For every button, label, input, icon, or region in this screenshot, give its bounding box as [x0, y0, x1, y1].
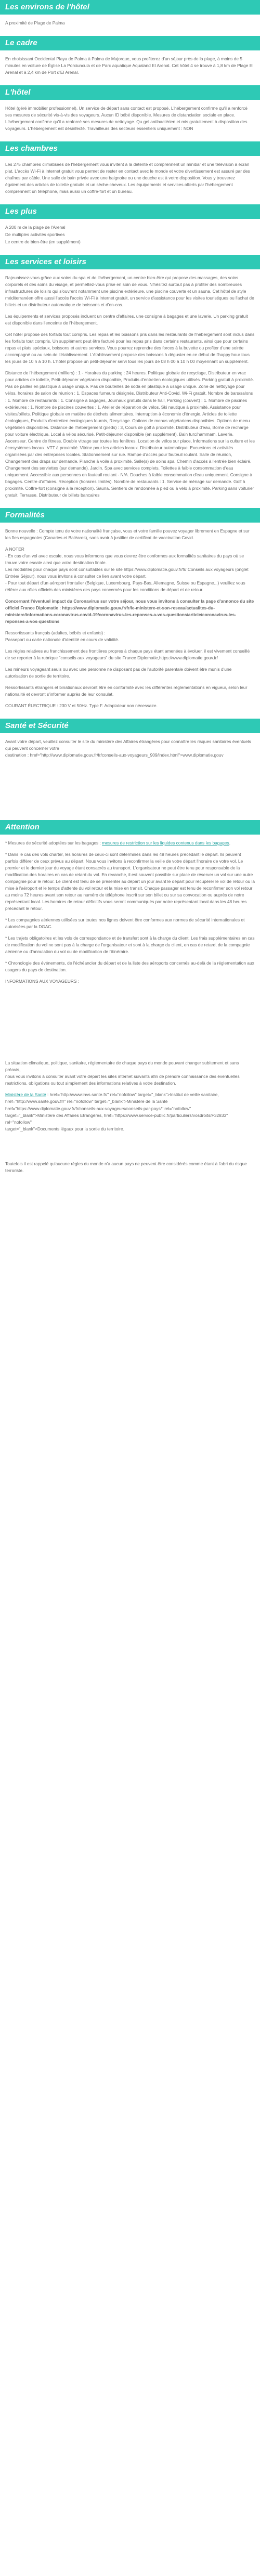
services-paragraph: Les équipements et services proposés incluent un centre d'affaires, une consigne à bagages et une laverie. Un parking gratuit est disponible dans l'enceinte de l'hébergement.: [5, 314, 248, 326]
section-title-attention: Attention: [0, 820, 260, 835]
attention-paragraph: * Les compagnies aériennes utilisées sur toutes nos lignes doivent être conformes aux normes de sécurité internationales et autorisées par la DGAC.: [5, 917, 245, 930]
section-chambres: [0, 141, 260, 195]
attention-text: * Mesures de sécurité adoptées sur les bagages :: [5, 840, 102, 846]
attention-paragraph: * Chronologie des événements, de l'échéancier du départ et de la liste des aéroports concernés au-delà de la réglementation aux usagers du pays de destination.: [5, 960, 254, 973]
formalites-paragraph: Ressortissants français (adultes, bébés et enfants) : Passeport ou carte nationale d'identité en cours de validité.: [5, 630, 120, 642]
attention-paragraph: * Les trajets obligatoires et les vols de correspondance et de transfert sont à la charge du client. Les frais supplémentaires en cas de modification du vol ne sont pas à la charge de l'organisateur et sont à la charge du client, en cas de retard, de la compagnie aérienne ou d'annulation du vol ou de modification de l'itinéraire.: [5, 935, 255, 955]
services-paragraph: Distance de l'hébergement (milliers) : 1 - Horaires du parking : 24 heures. Politique globale de recyclage, Distributeur en vrac pour articles de toilette, Petit-déjeuner végétarien disponible, Produits d'entretien écologiques utilisés. Parking gratuit à proximité. Pas de pailles en plastique à usage unique. Pas de bouteilles de soda en plastique à usage unique. Zone de nettoyage pour vélos, horaires de salon de réunion : 1. Espaces fumeurs désignés. Distributeur Anti-Covid. Wi-Fi gratuit. Nombre de bars/salons : 1. Nombre de restaurants : 1. Consigne à bagages, Journaux gratuits dans le hall, Parking (couvert) : 1. Nombre de piscines extérieures : 1. Nombre de piscines couvertes : 1. Atelier de réparation de vélos, Ski nautique à proximité. Assistance pour visites/billets. Politique globale en matière de déchets alimentaires. Interruption à économie d'énergie, Articles de toilette écologiques, Produits d'entretien écologiques fournis, Recyclage. Options de menus végétariens disponibles. Options de menu végétalien disponibles. Distance de l'hébergement (pieds) : 3, Cours de golf à proximité. Distributeur d'eau, Borne de recharge pour voiture électrique. Local à vélos sécurisé. Petit-déjeuner disponible (en supplément). Bain turc/hammam. Laverie. Ascenseur. Centre de fitness. Double vitrage sur toutes les fenêtres. Location de vélos sur place, Informations sur la culture et les écosystèmes locaux. VTT à proximité. Vitrine pour les articles locaux. Distributeur automatique. Excursions et activités organisées par des entreprises locales. Stationnement sur rue. Rampe d'accès pour fauteuil roulant. Salle de réunion, Changement des draps sur demande. Planche à voile à proximité. Salle(s) de soins spa. Chemin d'accès à l'entrée bien éclairé. Changement des serviettes (sur demande). Jardin. Spa avec services complets. Toilettes à faible consommation d'eau uniquement. Accessible aux personnes en fauteuil roulant - N/A. Douches à faible consommation d'eau uniquement. Consigne à bagages. Centre d'affaires. Réception (horaires limités). Nombre de restaurants : 1. Service de ménage sur demande. Golf à proximité. Coffre-fort (consigne à la réception). Sauna. Sentiers de randonnée à pied ou à vélo à proximité. Parking sans voiturier gratuit. Terrasse. Distributeur de billets bancaires: [5, 370, 255, 498]
section-hotel: [0, 85, 260, 132]
services-paragraph: Cet hôtel propose des forfaits tout compris. Les repas et les boissons pris dans les restaurants de l'hébergement sont inclus dans les forfaits tout compris. Un supplément peut être facturé pour les repas pris dans certains restaurants, ainsi que pour certains repas et plats spéciaux, boissons et autres services. Vous pourrez reprendre des forces à la buvette ou profiter d'une soirée accompagné ou au sein de l'établissement. L'établissement propose des boissons à déguster en ce début de l'happy hour tous les jours de 10 h à 10 h. L'hôtel propose un petit-déjeuner servi tous les jours de 08 h 00 à 10 h 00 moyennant un supplément.: [5, 332, 255, 365]
section-cadre: [0, 36, 260, 76]
attention-paragraph: * Dans le cas des vols charter, les horaires de ceux-ci sont déterminés dans les 48 heures précédant le départ. Ils peuvent parfois différer de ceux prévus au départ. Nous vous invitons à reconfirmer la veille de votre départ l'horaire de votre vol. Le premier et le dernier jour du voyage étant consacrés au transport. L'organisateur ne peut être tenu pour responsable de la modification des horaires en cas de retard du vol. En revanche, il est souvent possible sur place de réserver un vol sur une autre compagnie pour le retour. Le client est tenu de se présenter au départ un jour avant le départ pour récupérer le vol de retour ou la mise à l'aéroport et le temps d'attente du vol retour et la mise en transit. Chaque passager est tenu de reconfirmer son vol retour au moins 72 heures avant son retour au numéro de téléphone inscrit sur son billet ou sur sa convocation ou auprès de notre représentant local. Les horaires de retour définitifs vous seront communiqués par notre représentant local dans les 48 heures précédant le retour.: [5, 852, 255, 912]
formalites-paragraph: Ressortissants étrangers et binationaux devront être en conformité avec les différentes réglementations en vigueur, selon leur nationalité et devront s'informer auprès de leur consulat.: [5, 685, 248, 697]
formalites-paragraph: Les mineurs voyageant seuls ou avec une personne ne disposant pas de l'autorité parentale doivent être munis d'une autorisation de sortie de territoire.: [5, 667, 232, 679]
section-title-plus: Les plus: [0, 204, 260, 219]
section-title-sante: Santé et Sécurité: [0, 719, 260, 733]
info-travelers-label: INFORMATIONS AUX VOYAGEURS :: [5, 979, 80, 984]
attention-bagages-note: [5, 840, 255, 847]
ministere-text: : href="http://www.invs.sante.fr/" rel="nofollow" target="_blank">Institut de veille sanitaire, href="http://www.sante.gouv.fr/" rel="nofollow" target="_blank">Ministère de la Santé href="https://www.diplomatie.gouv.fr/fr/conseils-aux-voyageurs/conseils-par-pays/" rel="nofollow" target="_blank">Ministère des Affaires Etrangères, href="https://www.service-public.fr/particuliers/vosdroits/F32833" rel="nofollow" target="_blank">Documents légaux pour la sortie du territoire.: [5, 1092, 228, 1131]
hotel-description-page: [0, 0, 260, 1174]
attention-footer: Toutefois il est rappelé qu'aucune règles du monde n'a aucun pays ne peuvent être considérés comme étant à l'abri du risque terroriste.: [5, 1161, 247, 1173]
services-paragraph: Rajeunissez-vous grâce aux soins du spa et de l'hébergement, un centre bien-être qui propose des massages, des soins corporels et des soins du visage, et permettez-vous prise en soin de vous. N'hésitez surtout pas à profiter des nombreuses infrastructures de loisirs qui s'ouvrent notamment une piscine extérieure, une piscine couverte et un sauna. Cet hôtel de style méditerranéen offre aussi l'accès l'accès Wi-Fi à Internet gratuit, un service d'assistance pour les visites touristiques ou l'achat de billets et un distributeur automatique de boissons et d'en-cas.: [5, 275, 254, 308]
formalites-paragraph: A NOTER - En cas d'un vol avec escale, nous vous informons que vous devrez être conformes aux formalités sanitaires du pays où se trouve votre escale ainsi que votre destination finale. Les modalités pour chaque pays sont consultables sur le site https://www.diplomatie.gouv.fr/fr/ Conseils aux voyageurs (onglet Entrée/ Séjour), nous vous invitons à consulter ce lien avant votre départ. - Pour tout départ d'un aéroport frontalier (Belgique, Luxembourg, Pays-Bas, Allemagne, Suisse ou Espagne...) veuillez vous référer aux rôles officiels des ministères des pays concernés pour les conditions de départ et de retour.: [5, 546, 249, 592]
chambres-text: Les 275 chambres climatisées de l'hébergement vous invitent à la détente et comprennent un minibar et une télévision à écran plat. L'accès Wi-Fi à Internet gratuit vous permet de rester en contact avec le monde et votre divertissement est assuré par des chaînes par câble. Une salle de bain privée avec une baignoire ou une douche est à votre disposition. Vous y trouverez également des articles de toilette gratuits et un sèche-cheveux. Les équipements et services offerts par l'hébergement comprennent un téléphone, mais aussi un coffre-fort et un bureau.: [5, 162, 250, 194]
blank-gap: [5, 1137, 255, 1161]
blank-gap: [5, 990, 255, 1060]
attention-text: .: [229, 840, 230, 846]
ministere-paragraph: [5, 1091, 255, 1132]
formalites-paragraph: Les règles relatives au franchissement des frontières propres à chaque pays étant amenées à évoluer, il est vivement conseillé de se reporter à la rubrique "conseils aux voyageurs" du site France Diplomatie,https://www.diplomatie.gouv.fr/: [5, 648, 250, 660]
section-formalites: [0, 508, 260, 709]
section-title-formalites: Formalités: [0, 508, 260, 523]
section-environs: [0, 0, 260, 27]
ministere-sante-link[interactable]: Ministère de la Santé: [5, 1092, 46, 1098]
liquids-restriction-link[interactable]: mesures de restriction sur les liquides contenus dans les bagages: [102, 840, 229, 846]
section-sante: [0, 719, 260, 759]
sante-paragraph: Avant votre départ, veuillez consulter le site du ministère des Affaires étrangères pour connaître les risques sanitaires éventuels qui peuvent concerner votre destination : href="http://www.diplomatie.gouv.fr/fr/conseils-aux-voyageurs_909/index.html">www.diplomatie.gouv: [5, 739, 251, 758]
section-attention: [0, 820, 260, 1174]
section-title-services: Les services et loisirs: [0, 255, 260, 269]
formalites-coronavirus-notice: Concernant l'éventuel impact du Coronavirus sur votre séjour, nous vous invitons à consulter la page d'annonce du site officiel France Diplomatie : https://www.diplomatie.gouv.fr/fr/le-ministere-et-son-reseau/actualites-du-ministere/informations-coronavirus-covid-19/coronavirus-les-reponses-a-vos-questions/article/coronavirus-les-reponses-a-vos-questions: [5, 598, 254, 624]
formalites-paragraph: COURANT ÉLECTRIQUE : 230 V et 50Hz. Type F. Adaptateur non nécessaire.: [5, 703, 158, 709]
plus-item: A 200 m de la plage de l'Arenal: [5, 225, 66, 230]
section-title-cadre: Le cadre: [0, 36, 260, 50]
formalites-paragraph: Bonne nouvelle : Compte tenu de votre nationalité française, vous et votre famille pouvez voyager librement en Espagne et sur les îles espagnoles (Canaries et Baléares), sans avoir à justifier de certificat de vaccination Covid.: [5, 528, 250, 540]
environs-text: A proximité de Plage de Palma: [5, 20, 65, 25]
section-title-chambres: Les chambres: [0, 141, 260, 156]
section-plus: [0, 204, 260, 245]
cadre-text: En choisissant Occidental Playa de Palma à Palma de Majorque, vous profiterez d'un séjour près de la plage, à moins de 5 minutes en voiture de Église La Porciuncula et de Parc aquatique Aqualand El Arenal. Cet hôtel 4 se trouve à 1,8 km de Plage El Arenal et à 2,4 km de Port d'El Arenal.: [5, 56, 254, 75]
section-services: [0, 255, 260, 498]
section-title-hotel: L'hôtel: [0, 85, 260, 100]
info-paragraph: La situation climatique, politique, sanitaire, réglementaire de chaque pays du monde pouvant changer subitement et sans préavis, nous vous invitons à consulter avant votre départ les sites internet suivants afin de prendre connaissance des éventuelles restrictions, obligations ou tout simplement des informations relatives à votre destination.: [5, 1060, 240, 1086]
section-title-environs: Les environs de l'hôtel: [0, 0, 260, 15]
hotel-text: Hôtel (géré immobilier professionnel). Un service de départ sans contact est proposé. L'hébergement confirme qu'il a renforcé ses mesures de sécurité vis-à-vis des voyageurs. Aucun ID bébé disponible. Mesures de distanciation sociale en place. L'hébergement confirme qu'il a renforcé ses mesures de nettoyage. Qu gel antibactérien et mis gratuitement à disposition des voyageurs. L'hébergement est désinfecté. Travailleurs des secteurs essentiels uniquement : NON: [5, 106, 248, 132]
plus-item: Le centre de bien-être (en supplément): [5, 239, 81, 245]
plus-item: De multiples activités sportives: [5, 232, 65, 238]
blank-gap: [0, 768, 260, 820]
